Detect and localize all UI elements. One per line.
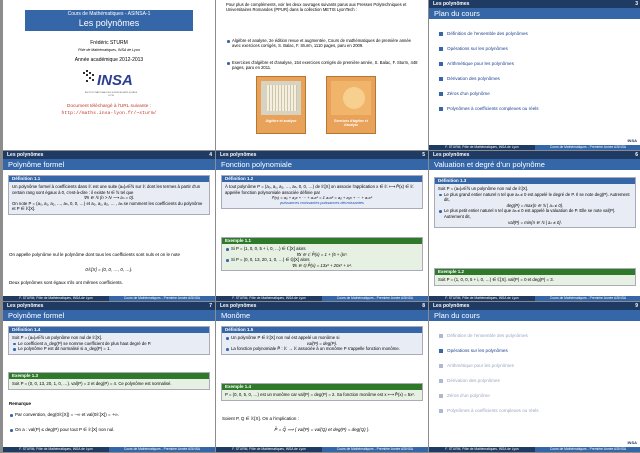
slide-title: Fonction polynomiale — [216, 159, 428, 170]
download-label: Document téléchargé à l'URL suivante : — [66, 104, 152, 109]
slide-title — [3, 0, 215, 150]
text: Deux polynômes sont égaux s'ils ont mêmes coefficients. — [9, 280, 123, 285]
download-url[interactable]: http://maths.insa-lyon.fr/~sturm/ — [61, 111, 157, 116]
slide-header: Les polynômes 8 — [216, 302, 428, 310]
slide-title: Valuation et degré d'un polynôme — [429, 159, 640, 170]
book-1: Algèbre et analyse, 2e édition revue et augmentée, Cours de mathématiques de première année avec exercices corrigés, S. Balac, F. Sturm, 1110 pages, paru en 2009. — [226, 38, 418, 49]
logo-subtitle: INSTITUT NATIONAL DES SCIENCES APPLIQUÉES LYON — [84, 92, 138, 97]
toc-bullet-icon — [439, 334, 443, 338]
slide-valuation-degre — [429, 151, 640, 301]
remark-item: Par convention, deg(0𝕂[X]) = −∞ et val(0𝕂[X]) = +∞. — [9, 412, 215, 418]
insa-logo: INSA — [627, 138, 637, 143]
author: Frédéric STURM — [90, 40, 128, 46]
toc-item[interactable]: Opérations sur les polynômes — [439, 41, 633, 56]
slide-header: Les polynômes 7 — [3, 302, 215, 310]
toc-item[interactable]: Polynômes à coefficients complexes ou réels — [439, 403, 633, 418]
example-block: Exemple 1.2 Soit P = (1, 0, 0, 5 + i, 0, …) ∈ ℂ[X]. val(P) = 0 et deg(P) = 3. — [434, 268, 636, 286]
main-title: Les polynômes — [78, 18, 140, 28]
toc-bullet-icon — [439, 62, 443, 66]
slide-plan-1 — [429, 0, 640, 150]
slide-title: Plan du cours — [429, 8, 640, 19]
affiliation: Pôle de Mathématiques, INSA de Lyon — [78, 48, 140, 52]
definition-block: Définition 1.5 Un polynôme P ∈ 𝕂[X] non nul est appelé un monôme si val(P) = deg(P). La fonction polynomiale P̃ : 𝕂 → 𝕂 associée à un monôme P s'appelle fonction monôme. — [221, 326, 423, 355]
toc-bullet-icon — [439, 409, 443, 413]
slide-books — [216, 0, 428, 150]
definition-block: Définition 1.3 Soit P = (aₙ)ₙ∈ℕ un polynôme non nul de 𝕂[X]. Le plus grand entier naturel n tel que aₙ ≠ 0 est appelé le degré de P. Il se note deg(P). Autrement dit, deg(P) = max{n ∈ ℕ | aₙ ≠ 0}. Le plus petit entier naturel n tel que aₙ ≠ 0 est appelé la valuation de P. Elle se note val(P). Autrement dit, val(P) = min{n ∈ ℕ | aₙ ≠ 0}. — [434, 177, 636, 228]
toc-item[interactable]: Définition de l'ensemble des polynômes — [439, 26, 633, 41]
toc-item[interactable]: Arithmétique pour les polynômes — [439, 358, 633, 373]
example-block: Exemple 1.3 Soit P = (0, 0, 13, 20, 1, 0, …). val(P) = 2 et deg(P) = 4. Ce polynôme est normalisé. — [8, 372, 210, 390]
toc — [439, 26, 633, 116]
slide-title: Plan du cours — [429, 310, 640, 321]
slide-monome — [216, 302, 428, 452]
academic-year: Année académique 2012-2013 — [74, 57, 144, 63]
toc-bullet-icon — [439, 32, 443, 36]
slide-title: Monôme — [216, 310, 428, 321]
slide-title: Polynôme formel — [3, 310, 215, 321]
toc-bullet-icon — [439, 107, 443, 111]
slide-header: Les polynômes 3 — [429, 0, 640, 8]
slide-polynome-formel — [3, 151, 215, 301]
remark-item: On a : val(P) ≤ deg(P) pour tout P ∈ 𝕂[X] non nul. — [9, 427, 215, 433]
insa-logo-icon — [83, 68, 139, 90]
slide-footer: F. STURM, Pôle de Mathématiques, INSA de Lyon Cours de Mathématiques - Première Année ASINSA — [216, 447, 428, 452]
slide-footer: F. STURM, Pôle de Mathématiques, INSA de Lyon Cours de Mathématiques - Première Année ASINSA — [429, 296, 640, 301]
toc — [439, 328, 633, 418]
slide-header: Les polynômes 5 — [216, 151, 428, 159]
definition-block: Définition 1.2 À tout polynôme P = (a₀, a₁, a₂, …, aₙ, 0, 0, …) de 𝕂[X] on associe l'application x ∈ 𝕂 ⟼ P̃(x) ∈ 𝕂 appelée fonction polynomiale associée définie par P̃(x) = a₀ + a₁x + ··· + aₙxⁿ = Σ aₖxᵏ = a₀ + a₁x + ··· + aₙxⁿ puissances croissantes puissances décroissantes — [221, 175, 423, 209]
example-block: Exemple 1.1 Si P = (1, 0, 0, 5 + i, 0, …) ∈ ℂ[X] alors ∀x ∈ ℂ P̃(x) = 1 + (5 + i)x³. Si P = (0, 0, 13, 20, 1, 0, …) ∈ ℚ[X] alors ∀x ∈ ℚ P̃(x) = 13x² + 20x³ + x⁴. — [221, 237, 423, 271]
slide-footer: F. STURM, Pôle de Mathématiques, INSA de Lyon Cours de Mathématiques - Première Année ASINSA — [429, 447, 640, 452]
toc-bullet-icon — [439, 349, 443, 353]
book-2: Exercices d'algèbre et d'analyse, 154 exercices corrigés de première année, S. Balac, F. Sturm, 448 pages, paru en 2011. — [226, 60, 418, 71]
formula: 0𝕂[X] = (0, 0, …, 0, …). — [85, 267, 133, 272]
toc-bullet-icon — [439, 47, 443, 51]
slide-header: Les polynômes 6 — [429, 151, 640, 159]
toc-bullet-icon — [439, 364, 443, 368]
toc-bullet-icon — [439, 77, 443, 81]
insa-logo: INSA — [627, 440, 637, 445]
toc-bullet-icon — [439, 379, 443, 383]
toc-bullet-icon — [439, 394, 443, 398]
formula: P̃ = Q̃ ⟹ { val(P) = val(Q) et deg(P) = deg(Q) }. — [274, 427, 370, 432]
slide-fonction-polynomiale — [216, 151, 428, 301]
toc-item[interactable]: Zéros d'un polynôme — [439, 388, 633, 403]
toc-item[interactable]: Définition de l'ensemble des polynômes — [439, 328, 633, 343]
toc-item[interactable]: Polynômes à coefficients complexes ou réels — [439, 101, 633, 116]
definition-block: Définition 1.4 Soit P = (aₙ)ₙ∈ℕ un polynôme non nul de 𝕂[X]. Le coefficient a_deg(P) se nomme coefficient de plus haut degré de P. Le polynôme P est dit normalisé si a_deg(P) = 1. — [8, 326, 210, 355]
slide-footer: F. STURM, Pôle de Mathématiques, INSA de Lyon Cours de Mathématiques - Première Année ASINSA — [216, 296, 428, 301]
svg-text:INSA: INSA — [97, 72, 133, 89]
toc-item[interactable]: Dérivation des polynômes — [439, 373, 633, 388]
slide-footer: F. STURM, Pôle de Mathématiques, INSA de Lyon Cours de Mathématiques - Première Année ASINSA — [3, 296, 215, 301]
slide-header: Les polynômes 4 — [3, 151, 215, 159]
example-block: Exemple 1.4 P = (0, 0, 5, 0, …) est un monôme car val(P) = deg(P) = 2. Sa fonction monôme est x ⟼ P̃(x) = 5x². — [221, 383, 423, 401]
toc-bullet-icon — [439, 92, 443, 96]
slide-polynome-normalise — [3, 302, 215, 452]
slide-footer: F. STURM, Pôle de Mathématiques, INSA de Lyon Cours de Mathématiques - Première Année ASINSA — [429, 145, 640, 150]
toc-item-active[interactable]: Opérations sur les polynômes — [439, 343, 633, 358]
toc-item[interactable]: Zéros d'un polynôme — [439, 86, 633, 101]
book-cover-1: Algèbre et analyse — [256, 76, 306, 134]
toc-item[interactable]: Dérivation des polynômes — [439, 71, 633, 86]
text: On appelle polynôme nul le polynôme dont tous les coefficients sont nuls et on le note — [9, 252, 181, 257]
remark-title: Remarque — [9, 401, 32, 406]
insa-logo — [83, 68, 139, 98]
definition-block: Définition 1.1 Un polynôme formel à coefficients dans 𝕂 est une suite (aₙ)ₙ∈ℕ sur 𝕂 dont les termes à partir d'un certain rang sont égaux à 0, c'est-à-dire : il existe N ∈ ℕ tel que ∀n ∈ ℕ (n > N ⟶ aₙ = 0). On note P = (a₀, a₁, a₂, …, aₙ, 0, 0, …) et a₀, a₁, a₂, … , aₙ se nomment les coefficients du polynôme et P ∈ 𝕂[X]. — [8, 175, 210, 215]
text: Soient P, Q ∈ 𝕂[X]. On a l'implication : — [222, 416, 299, 421]
slide-plan-2 — [429, 302, 640, 452]
slide-title: Polynôme formel — [3, 159, 215, 170]
book-cover-2: Exercices d'algèbre et d'analyse — [326, 76, 376, 134]
slide-header: Les polynômes 9 — [429, 302, 640, 310]
course-title: Cours de Mathématiques - ASINSA-1 — [67, 11, 151, 17]
toc-item[interactable]: Arithmétique pour les polynômes — [439, 56, 633, 71]
title-banner — [25, 10, 193, 31]
slide-footer: F. STURM, Pôle de Mathématiques, INSA de Lyon Cours de Mathématiques - Première Année ASINSA — [3, 447, 215, 452]
books-intro: Pour plus de compléments, voir les deux ouvrages suivants parus aux Presses Polytechniques et Universitaires Romandes (PPUR) dans la collection METIS LyonTech : — [226, 2, 407, 13]
